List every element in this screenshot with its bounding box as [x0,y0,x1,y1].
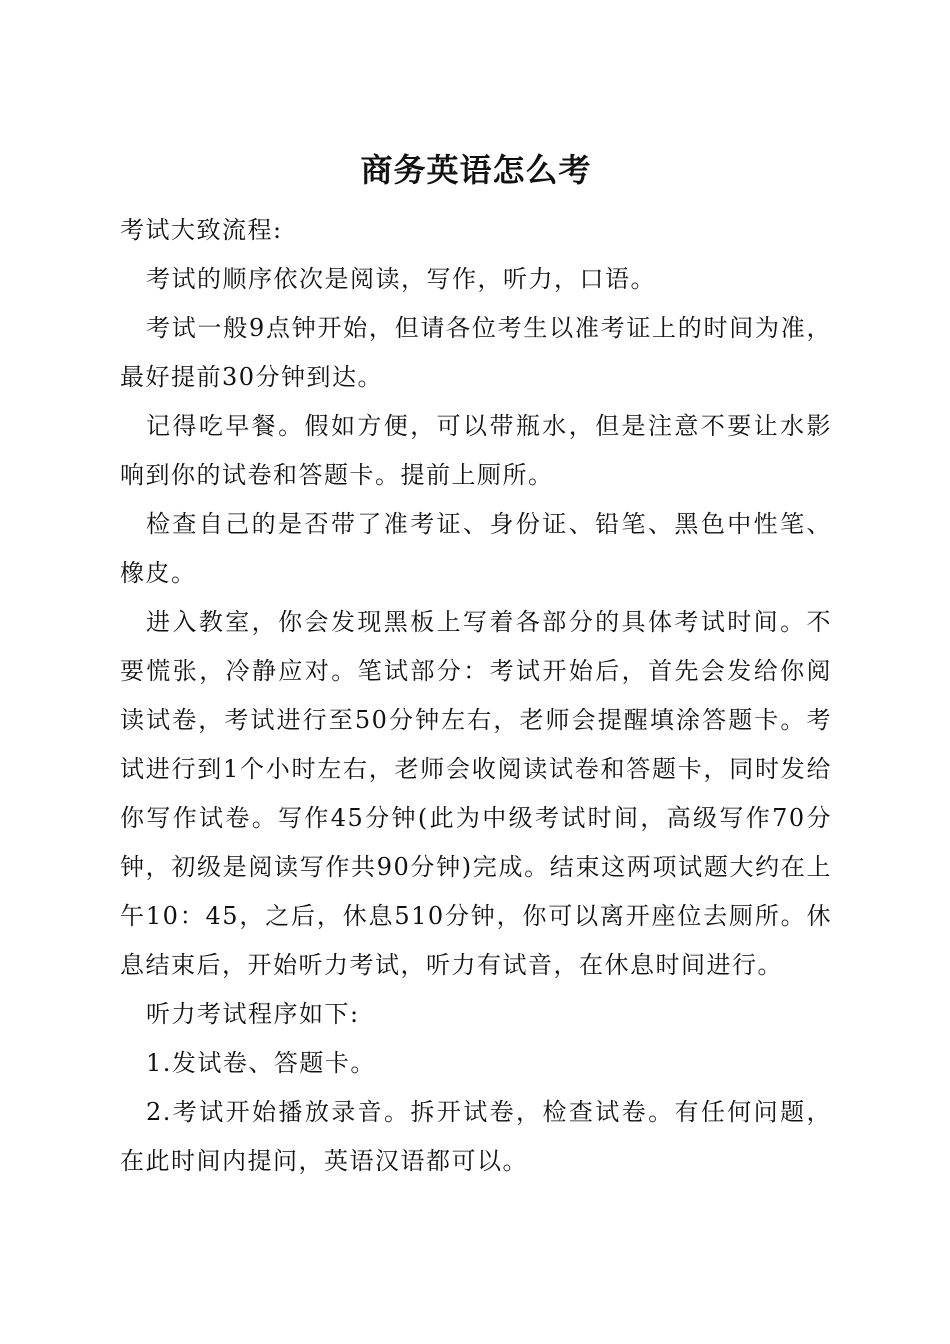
document-body [120,206,832,1186]
paragraph-start-time: 考试一般9点钟开始，但请各位考生以准考证上的时间为准，最好提前30分钟到达。 [120,314,832,391]
document-title: 商务英语怎么考 [360,151,592,189]
paragraph-written-section: 进入教室，你会发现黑板上写着各部分的具体考试时间。不要慌张，冷静应对。笔试部分：考试开始后，首先会发给你阅读试卷，考试进行至50分钟左右，老师会提醒填涂答题卡。考试进行到1个小时左右，老师会收阅读试卷和答题卡，同时发给你写作试卷。写作45分钟(此为中级考试时间，高级写作70分钟，初级是阅读写作共90分钟)完成。结束这两项试题大约在上午10：45，之后，休息510分钟，你可以离开座位去厕所。休息结束后，开始听力考试，听力有试音，在休息时间进行。 [120,608,832,979]
paragraph-step-1: 1.发试卷、答题卡。 [146,1049,376,1077]
document-page [120,140,832,1186]
paragraph-listening-heading: 听力考试程序如下: [146,1000,360,1028]
paragraph-intro: 考试大致流程: [120,216,283,244]
paragraph-checklist: 检查自己的是否带了准考证、身份证、铅笔、黑色中性笔、橡皮。 [120,510,832,587]
paragraph-step-2: 2.考试开始播放录音。拆开试卷，检查试卷。有任何问题，在此时间内提问，英语汉语都可以。 [120,1098,832,1175]
paragraph-breakfast: 记得吃早餐。假如方便，可以带瓶水，但是注意不要让水影响到你的试卷和答题卡。提前上厕所。 [120,412,832,489]
paragraph-order: 考试的顺序依次是阅读，写作，听力，口语。 [146,265,656,293]
